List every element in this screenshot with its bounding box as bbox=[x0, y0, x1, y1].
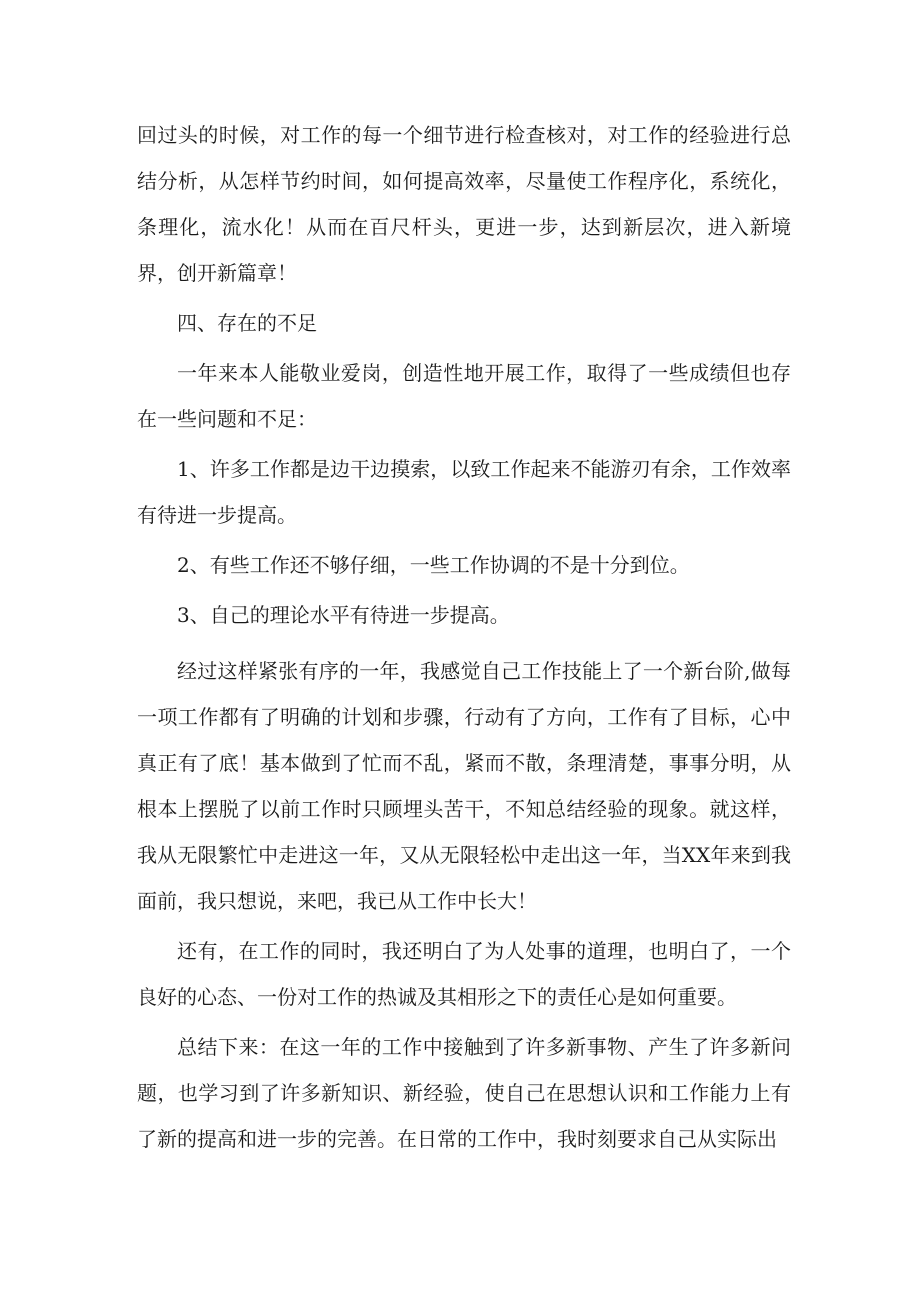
paragraph-review: 回过头的时候，对工作的每一个细节进行检查核对，对工作的经验进行总结分析，从怎样节约时间，如何提高效率，尽量使工作程序化，系统化，条理化，流水化！从而在百尺杆头，更进一步，达到新层次，进入新境界，创开新篇章！ bbox=[137, 123, 791, 285]
list-item-3: 3、自己的理论水平有待进一步提高。 bbox=[177, 603, 510, 627]
paragraph-attitude: 还有，在工作的同时，我还明白了为人处事的道理，也明白了，一个良好的心态、一份对工作的热诚及其相形之下的责任心是如何重要。 bbox=[137, 939, 791, 1009]
document-body bbox=[137, 112, 791, 1166]
paragraph-summary: 总结下来：在这一年的工作中接触到了许多新事物、产生了许多新问题，也学习到了许多新知识、新经验，使自己在思想认识和工作能力上有了新的提高和进一步的完善。在日常的工作中，我时刻要求自己从实际出 bbox=[137, 1035, 791, 1151]
paragraph-year-reflection: 经过这样紧张有序的一年，我感觉自己工作技能上了一个新台阶,做每一项工作都有了明确的计划和步骤，行动有了方向，工作有了目标，心中真正有了底！基本做到了忙而不乱，紧而不散，条理清楚，事事分明，从根本上摆脱了以前工作时只顾埋头苦干，不知总结经验的现象。就这样，我从无限繁忙中走进这一年，又从无限轻松中走出这一年，当XX年来到我面前，我只想说，来吧，我已从工作中长大！ bbox=[137, 659, 791, 913]
list-item-2: 2、有些工作还不够仔细，一些工作协调的不是十分到位。 bbox=[177, 553, 690, 577]
paragraph-shortcomings-intro: 一年来本人能敬业爱岗，创造性地开展工作，取得了一些成绩但也存在一些问题和不足： bbox=[137, 361, 791, 431]
list-item-1: 1、许多工作都是边干边摸索，以致工作起来不能游刃有余，工作效率有待进一步提高。 bbox=[137, 457, 791, 527]
section-heading-shortcomings: 四、存在的不足 bbox=[177, 311, 317, 335]
